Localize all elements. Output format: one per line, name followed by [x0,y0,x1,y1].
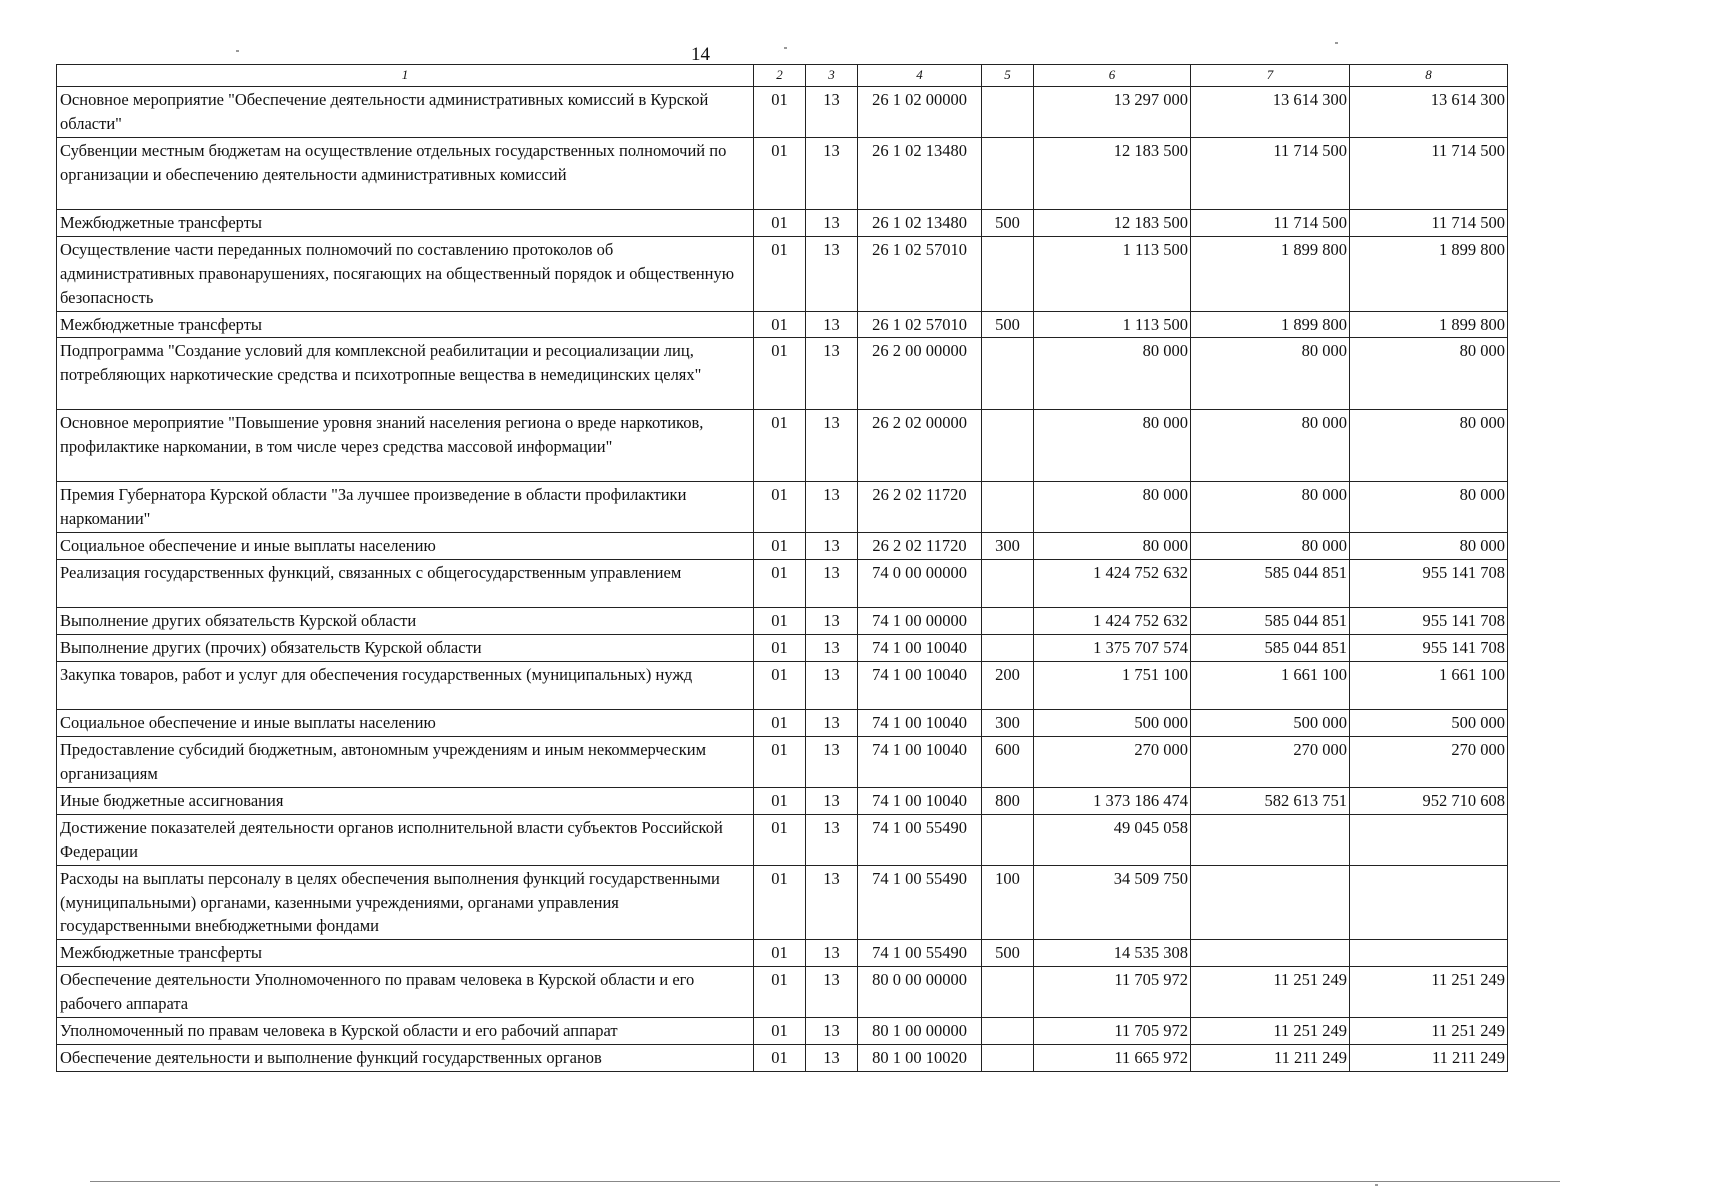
cell-col-3: 13 [806,1045,858,1072]
row-name: Осуществление части переданных полномочий по составлению протоколов об административных правонарушениях, посягающих на общественный порядок и общественную безопасность [57,236,754,311]
cell-amount-col-7 [1191,814,1350,865]
row-name: Основное мероприятие "Обеспечение деятельности административных комиссий в Курской области" [57,87,754,138]
cell-expense-type [982,1018,1034,1045]
cell-amount-col-8: 955 141 708 [1350,560,1508,608]
cell-amount-col-8: 1 899 800 [1350,236,1508,311]
row-name: Межбюджетные трансферты [57,940,754,967]
cell-amount-col-7: 585 044 851 [1191,635,1350,662]
cell-col-3: 13 [806,87,858,138]
row-name: Реализация государственных функций, связанных с общегосударственным управлением [57,560,754,608]
cell-col-3: 13 [806,236,858,311]
cell-amount-col-7: 582 613 751 [1191,787,1350,814]
table-row [57,940,1508,967]
cell-col-2: 01 [754,533,806,560]
cell-target-code: 74 1 00 10040 [858,736,982,787]
cell-col-3: 13 [806,560,858,608]
row-name: Обеспечение деятельности и выполнение функций государственных органов [57,1045,754,1072]
cell-amount-col-6: 11 665 972 [1034,1045,1191,1072]
cell-amount-col-8: 270 000 [1350,736,1508,787]
cell-expense-type: 200 [982,662,1034,710]
row-name: Достижение показателей деятельности органов исполнительной власти субъектов Российской Федерации [57,814,754,865]
cell-target-code: 80 1 00 00000 [858,1018,982,1045]
cell-amount-col-7: 270 000 [1191,736,1350,787]
cell-expense-type [982,608,1034,635]
table-row [57,1045,1508,1072]
cell-col-2: 01 [754,865,806,940]
row-name: Выполнение других обязательств Курской области [57,608,754,635]
cell-expense-type [982,482,1034,533]
cell-amount-col-6: 1 751 100 [1034,662,1191,710]
table-row [57,787,1508,814]
scan-speck [1335,42,1338,44]
cell-amount-col-7: 1 899 800 [1191,311,1350,338]
cell-amount-col-8: 955 141 708 [1350,608,1508,635]
cell-col-2: 01 [754,560,806,608]
column-header-1: 1 [57,65,754,87]
cell-col-2: 01 [754,338,806,410]
cell-col-3: 13 [806,338,858,410]
cell-amount-col-6: 80 000 [1034,533,1191,560]
cell-amount-col-8: 11 714 500 [1350,137,1508,209]
cell-expense-type [982,635,1034,662]
cell-amount-col-6: 1 373 186 474 [1034,787,1191,814]
cell-col-2: 01 [754,814,806,865]
cell-expense-type [982,87,1034,138]
cell-amount-col-6: 34 509 750 [1034,865,1191,940]
cell-amount-col-7: 585 044 851 [1191,560,1350,608]
cell-target-code: 26 1 02 13480 [858,209,982,236]
row-name: Основное мероприятие "Повышение уровня знаний населения региона о вреде наркотиков, профилактике наркомании, в том числе через средства массовой информации" [57,410,754,482]
cell-amount-col-7: 585 044 851 [1191,608,1350,635]
cell-amount-col-6: 500 000 [1034,710,1191,737]
table-row [57,814,1508,865]
cell-amount-col-8: 500 000 [1350,710,1508,737]
cell-amount-col-8: 11 251 249 [1350,1018,1508,1045]
cell-amount-col-6: 80 000 [1034,482,1191,533]
row-name: Подпрограмма "Создание условий для комплексной реабилитации и ресоциализации лиц, потребляющих наркотические средства и психотропные вещества в немедицинских целях" [57,338,754,410]
table-body [57,87,1508,1072]
cell-target-code: 26 1 02 57010 [858,311,982,338]
cell-expense-type: 500 [982,209,1034,236]
page-number: 14 [691,44,710,65]
row-name: Предоставление субсидий бюджетным, автономным учреждениям и иным некоммерческим организациям [57,736,754,787]
cell-expense-type [982,338,1034,410]
cell-expense-type [982,967,1034,1018]
row-name: Уполномоченный по правам человека в Курской области и его рабочий аппарат [57,1018,754,1045]
cell-amount-col-7: 1 899 800 [1191,236,1350,311]
table-row [57,137,1508,209]
row-name: Социальное обеспечение и иные выплаты населению [57,710,754,737]
cell-expense-type: 500 [982,311,1034,338]
row-name: Закупка товаров, работ и услуг для обеспечения государственных (муниципальных) нужд [57,662,754,710]
cell-amount-col-8: 13 614 300 [1350,87,1508,138]
cell-amount-col-6: 1 113 500 [1034,236,1191,311]
cell-target-code: 74 1 00 55490 [858,865,982,940]
cell-amount-col-6: 80 000 [1034,338,1191,410]
cell-col-3: 13 [806,410,858,482]
cell-expense-type [982,137,1034,209]
cell-col-2: 01 [754,608,806,635]
row-name: Выполнение других (прочих) обязательств Курской области [57,635,754,662]
row-name: Субвенции местным бюджетам на осуществление отдельных государственных полномочий по организации и обеспечению деятельности административных комиссий [57,137,754,209]
cell-expense-type: 100 [982,865,1034,940]
cell-amount-col-8: 1 899 800 [1350,311,1508,338]
table-row [57,410,1508,482]
cell-col-3: 13 [806,940,858,967]
cell-target-code: 80 1 00 10020 [858,1045,982,1072]
cell-col-2: 01 [754,137,806,209]
row-name: Межбюджетные трансферты [57,209,754,236]
cell-expense-type: 800 [982,787,1034,814]
cell-amount-col-6: 1 113 500 [1034,311,1191,338]
cell-col-3: 13 [806,787,858,814]
row-name: Премия Губернатора Курской области "За лучшее произведение в области профилактики наркомании" [57,482,754,533]
cell-col-3: 13 [806,814,858,865]
cell-col-3: 13 [806,635,858,662]
cell-amount-col-6: 12 183 500 [1034,209,1191,236]
cell-col-3: 13 [806,967,858,1018]
cell-expense-type [982,410,1034,482]
cell-amount-col-8: 11 251 249 [1350,967,1508,1018]
cell-amount-col-7: 11 251 249 [1191,967,1350,1018]
cell-col-2: 01 [754,87,806,138]
cell-amount-col-6: 270 000 [1034,736,1191,787]
cell-amount-col-6: 11 705 972 [1034,1018,1191,1045]
cell-amount-col-8: 11 714 500 [1350,209,1508,236]
cell-amount-col-7: 80 000 [1191,338,1350,410]
cell-amount-col-7: 1 661 100 [1191,662,1350,710]
cell-expense-type: 300 [982,533,1034,560]
cell-target-code: 74 0 00 00000 [858,560,982,608]
cell-expense-type [982,1045,1034,1072]
cell-col-2: 01 [754,311,806,338]
cell-amount-col-8: 952 710 608 [1350,787,1508,814]
cell-col-2: 01 [754,410,806,482]
cell-amount-col-6: 1 424 752 632 [1034,560,1191,608]
cell-col-2: 01 [754,967,806,1018]
scan-speck [236,50,239,52]
cell-target-code: 26 1 02 13480 [858,137,982,209]
table-row [57,662,1508,710]
cell-col-3: 13 [806,710,858,737]
cell-amount-col-8 [1350,865,1508,940]
column-header-7: 7 [1191,65,1350,87]
cell-col-2: 01 [754,940,806,967]
cell-amount-col-6: 12 183 500 [1034,137,1191,209]
cell-amount-col-7: 80 000 [1191,482,1350,533]
cell-amount-col-7 [1191,865,1350,940]
cell-target-code: 74 1 00 10040 [858,787,982,814]
bottom-scan-line [90,1181,1560,1182]
cell-amount-col-6: 1 375 707 574 [1034,635,1191,662]
cell-col-3: 13 [806,662,858,710]
cell-amount-col-7: 80 000 [1191,533,1350,560]
scan-speck [1375,1184,1378,1186]
cell-target-code: 26 1 02 57010 [858,236,982,311]
table-row [57,533,1508,560]
table-row [57,209,1508,236]
cell-col-2: 01 [754,787,806,814]
cell-target-code: 26 1 02 00000 [858,87,982,138]
budget-table [56,64,1508,1072]
cell-target-code: 26 2 02 00000 [858,410,982,482]
row-name: Расходы на выплаты персоналу в целях обеспечения выполнения функций государственными (муниципальными) органами, казенными учреждениями, органами управления государственными внебюджетными фондами [57,865,754,940]
cell-target-code: 74 1 00 55490 [858,940,982,967]
cell-amount-col-6: 49 045 058 [1034,814,1191,865]
cell-col-3: 13 [806,209,858,236]
cell-expense-type: 500 [982,940,1034,967]
row-name: Межбюджетные трансферты [57,311,754,338]
table-row [57,736,1508,787]
cell-expense-type: 300 [982,710,1034,737]
cell-amount-col-7: 11 211 249 [1191,1045,1350,1072]
cell-amount-col-7: 11 251 249 [1191,1018,1350,1045]
cell-target-code: 74 1 00 10040 [858,662,982,710]
cell-col-2: 01 [754,1018,806,1045]
table-row [57,311,1508,338]
cell-amount-col-6: 14 535 308 [1034,940,1191,967]
table-row [57,967,1508,1018]
cell-col-3: 13 [806,482,858,533]
table-row [57,482,1508,533]
cell-amount-col-6: 1 424 752 632 [1034,608,1191,635]
cell-target-code: 80 0 00 00000 [858,967,982,1018]
cell-col-2: 01 [754,662,806,710]
cell-col-2: 01 [754,635,806,662]
cell-amount-col-8: 80 000 [1350,482,1508,533]
cell-col-2: 01 [754,209,806,236]
cell-amount-col-8 [1350,814,1508,865]
cell-col-3: 13 [806,608,858,635]
cell-col-2: 01 [754,736,806,787]
cell-amount-col-8: 1 661 100 [1350,662,1508,710]
cell-expense-type [982,236,1034,311]
cell-amount-col-7: 11 714 500 [1191,137,1350,209]
cell-amount-col-6: 11 705 972 [1034,967,1191,1018]
table-row [57,560,1508,608]
column-number-header-row [57,65,1508,87]
row-name: Обеспечение деятельности Уполномоченного по правам человека в Курской области и его рабочего аппарата [57,967,754,1018]
table-row [57,338,1508,410]
table-row [57,710,1508,737]
table-row [57,1018,1508,1045]
cell-target-code: 26 2 02 11720 [858,533,982,560]
table-row [57,865,1508,940]
row-name: Иные бюджетные ассигнования [57,787,754,814]
cell-amount-col-8: 80 000 [1350,533,1508,560]
cell-col-2: 01 [754,236,806,311]
cell-amount-col-7: 80 000 [1191,410,1350,482]
cell-col-3: 13 [806,865,858,940]
column-header-6: 6 [1034,65,1191,87]
column-header-5: 5 [982,65,1034,87]
cell-col-3: 13 [806,736,858,787]
cell-amount-col-8 [1350,940,1508,967]
cell-col-2: 01 [754,710,806,737]
cell-col-3: 13 [806,1018,858,1045]
cell-amount-col-7: 11 714 500 [1191,209,1350,236]
scan-speck [784,47,787,49]
cell-expense-type [982,814,1034,865]
column-header-4: 4 [858,65,982,87]
cell-amount-col-7: 500 000 [1191,710,1350,737]
cell-amount-col-8: 80 000 [1350,410,1508,482]
cell-col-3: 13 [806,137,858,209]
row-name: Социальное обеспечение и иные выплаты населению [57,533,754,560]
cell-amount-col-6: 80 000 [1034,410,1191,482]
cell-target-code: 74 1 00 10040 [858,635,982,662]
cell-col-2: 01 [754,482,806,533]
cell-amount-col-6: 13 297 000 [1034,87,1191,138]
cell-target-code: 74 1 00 00000 [858,608,982,635]
cell-target-code: 74 1 00 55490 [858,814,982,865]
table-row [57,635,1508,662]
cell-expense-type: 600 [982,736,1034,787]
cell-col-2: 01 [754,1045,806,1072]
cell-expense-type [982,560,1034,608]
table-row [57,236,1508,311]
cell-target-code: 26 2 02 11720 [858,482,982,533]
column-header-2: 2 [754,65,806,87]
cell-amount-col-8: 80 000 [1350,338,1508,410]
column-header-8: 8 [1350,65,1508,87]
cell-amount-col-8: 11 211 249 [1350,1045,1508,1072]
cell-amount-col-7 [1191,940,1350,967]
cell-target-code: 26 2 00 00000 [858,338,982,410]
cell-amount-col-8: 955 141 708 [1350,635,1508,662]
cell-col-3: 13 [806,311,858,338]
column-header-3: 3 [806,65,858,87]
table-row [57,608,1508,635]
cell-col-3: 13 [806,533,858,560]
cell-target-code: 74 1 00 10040 [858,710,982,737]
table-row [57,87,1508,138]
cell-amount-col-7: 13 614 300 [1191,87,1350,138]
